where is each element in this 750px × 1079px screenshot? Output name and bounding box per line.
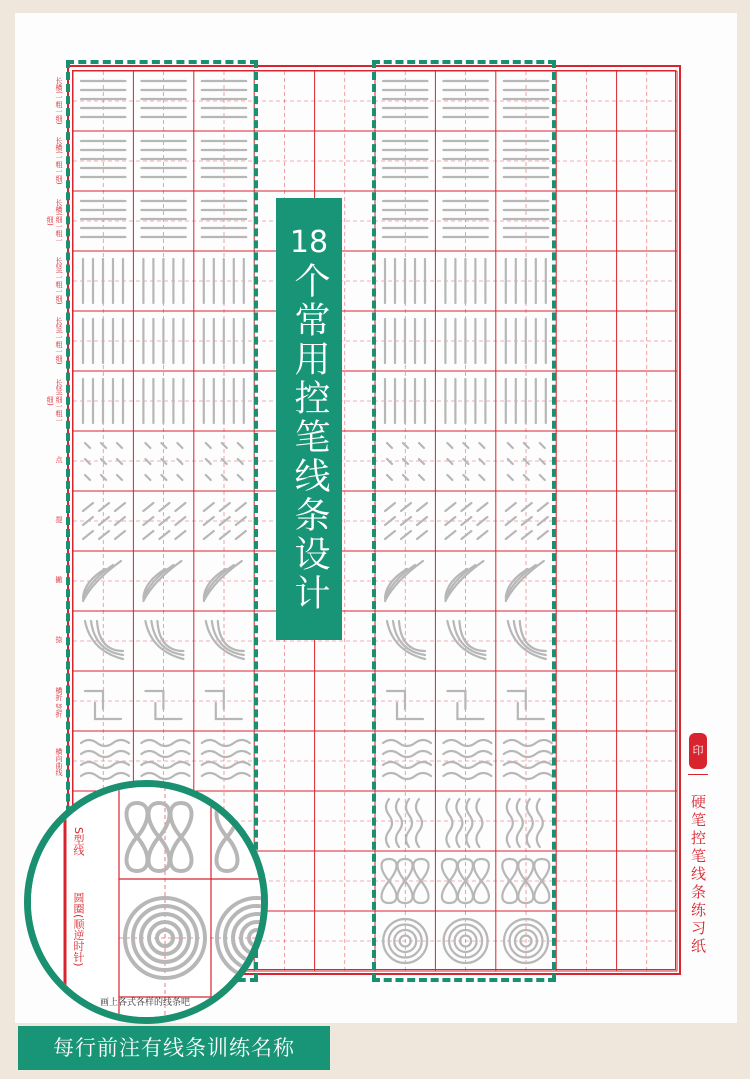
magnifier-zoom <box>24 780 268 1024</box>
right-highlight-box <box>372 60 556 982</box>
magnifier-label-s: S型线 <box>72 827 85 856</box>
row-label: 长横(一粗一细) <box>55 77 63 125</box>
title-banner <box>276 198 342 640</box>
row-label: 撇 <box>55 575 63 583</box>
row-label: 捺 <box>55 635 63 643</box>
magnified-grid <box>31 787 268 1024</box>
side-divider <box>688 774 708 775</box>
row-label: 横向曲线 <box>55 748 63 776</box>
title-number: 18 <box>289 224 329 260</box>
row-label: 提 <box>55 515 63 523</box>
caption-bar: 每行前注有线条训练名称 <box>18 1026 330 1070</box>
row-label: 长竖(一粗一细) <box>55 257 63 305</box>
row-label: 长横(一粗一细) <box>55 137 63 185</box>
row-label: 长竖(一粗一细) <box>55 317 63 365</box>
row-label: 长竖(细一粗一细) <box>46 378 63 424</box>
row-label: 长横(细一粗一细) <box>46 198 63 244</box>
bottom-note: 画上各式各样的线条吧 <box>100 998 191 1008</box>
magnifier-label-circle: 圆圈(顺逆时针) <box>72 892 85 967</box>
row-label: 点 <box>55 455 63 463</box>
side-title: 硬笔控笔线条练习纸 <box>689 794 707 956</box>
row-label: 横折 竖折 <box>55 686 63 718</box>
title-text: 个常用控笔线条设计 <box>289 261 330 613</box>
seal-icon: 印 <box>689 733 707 769</box>
